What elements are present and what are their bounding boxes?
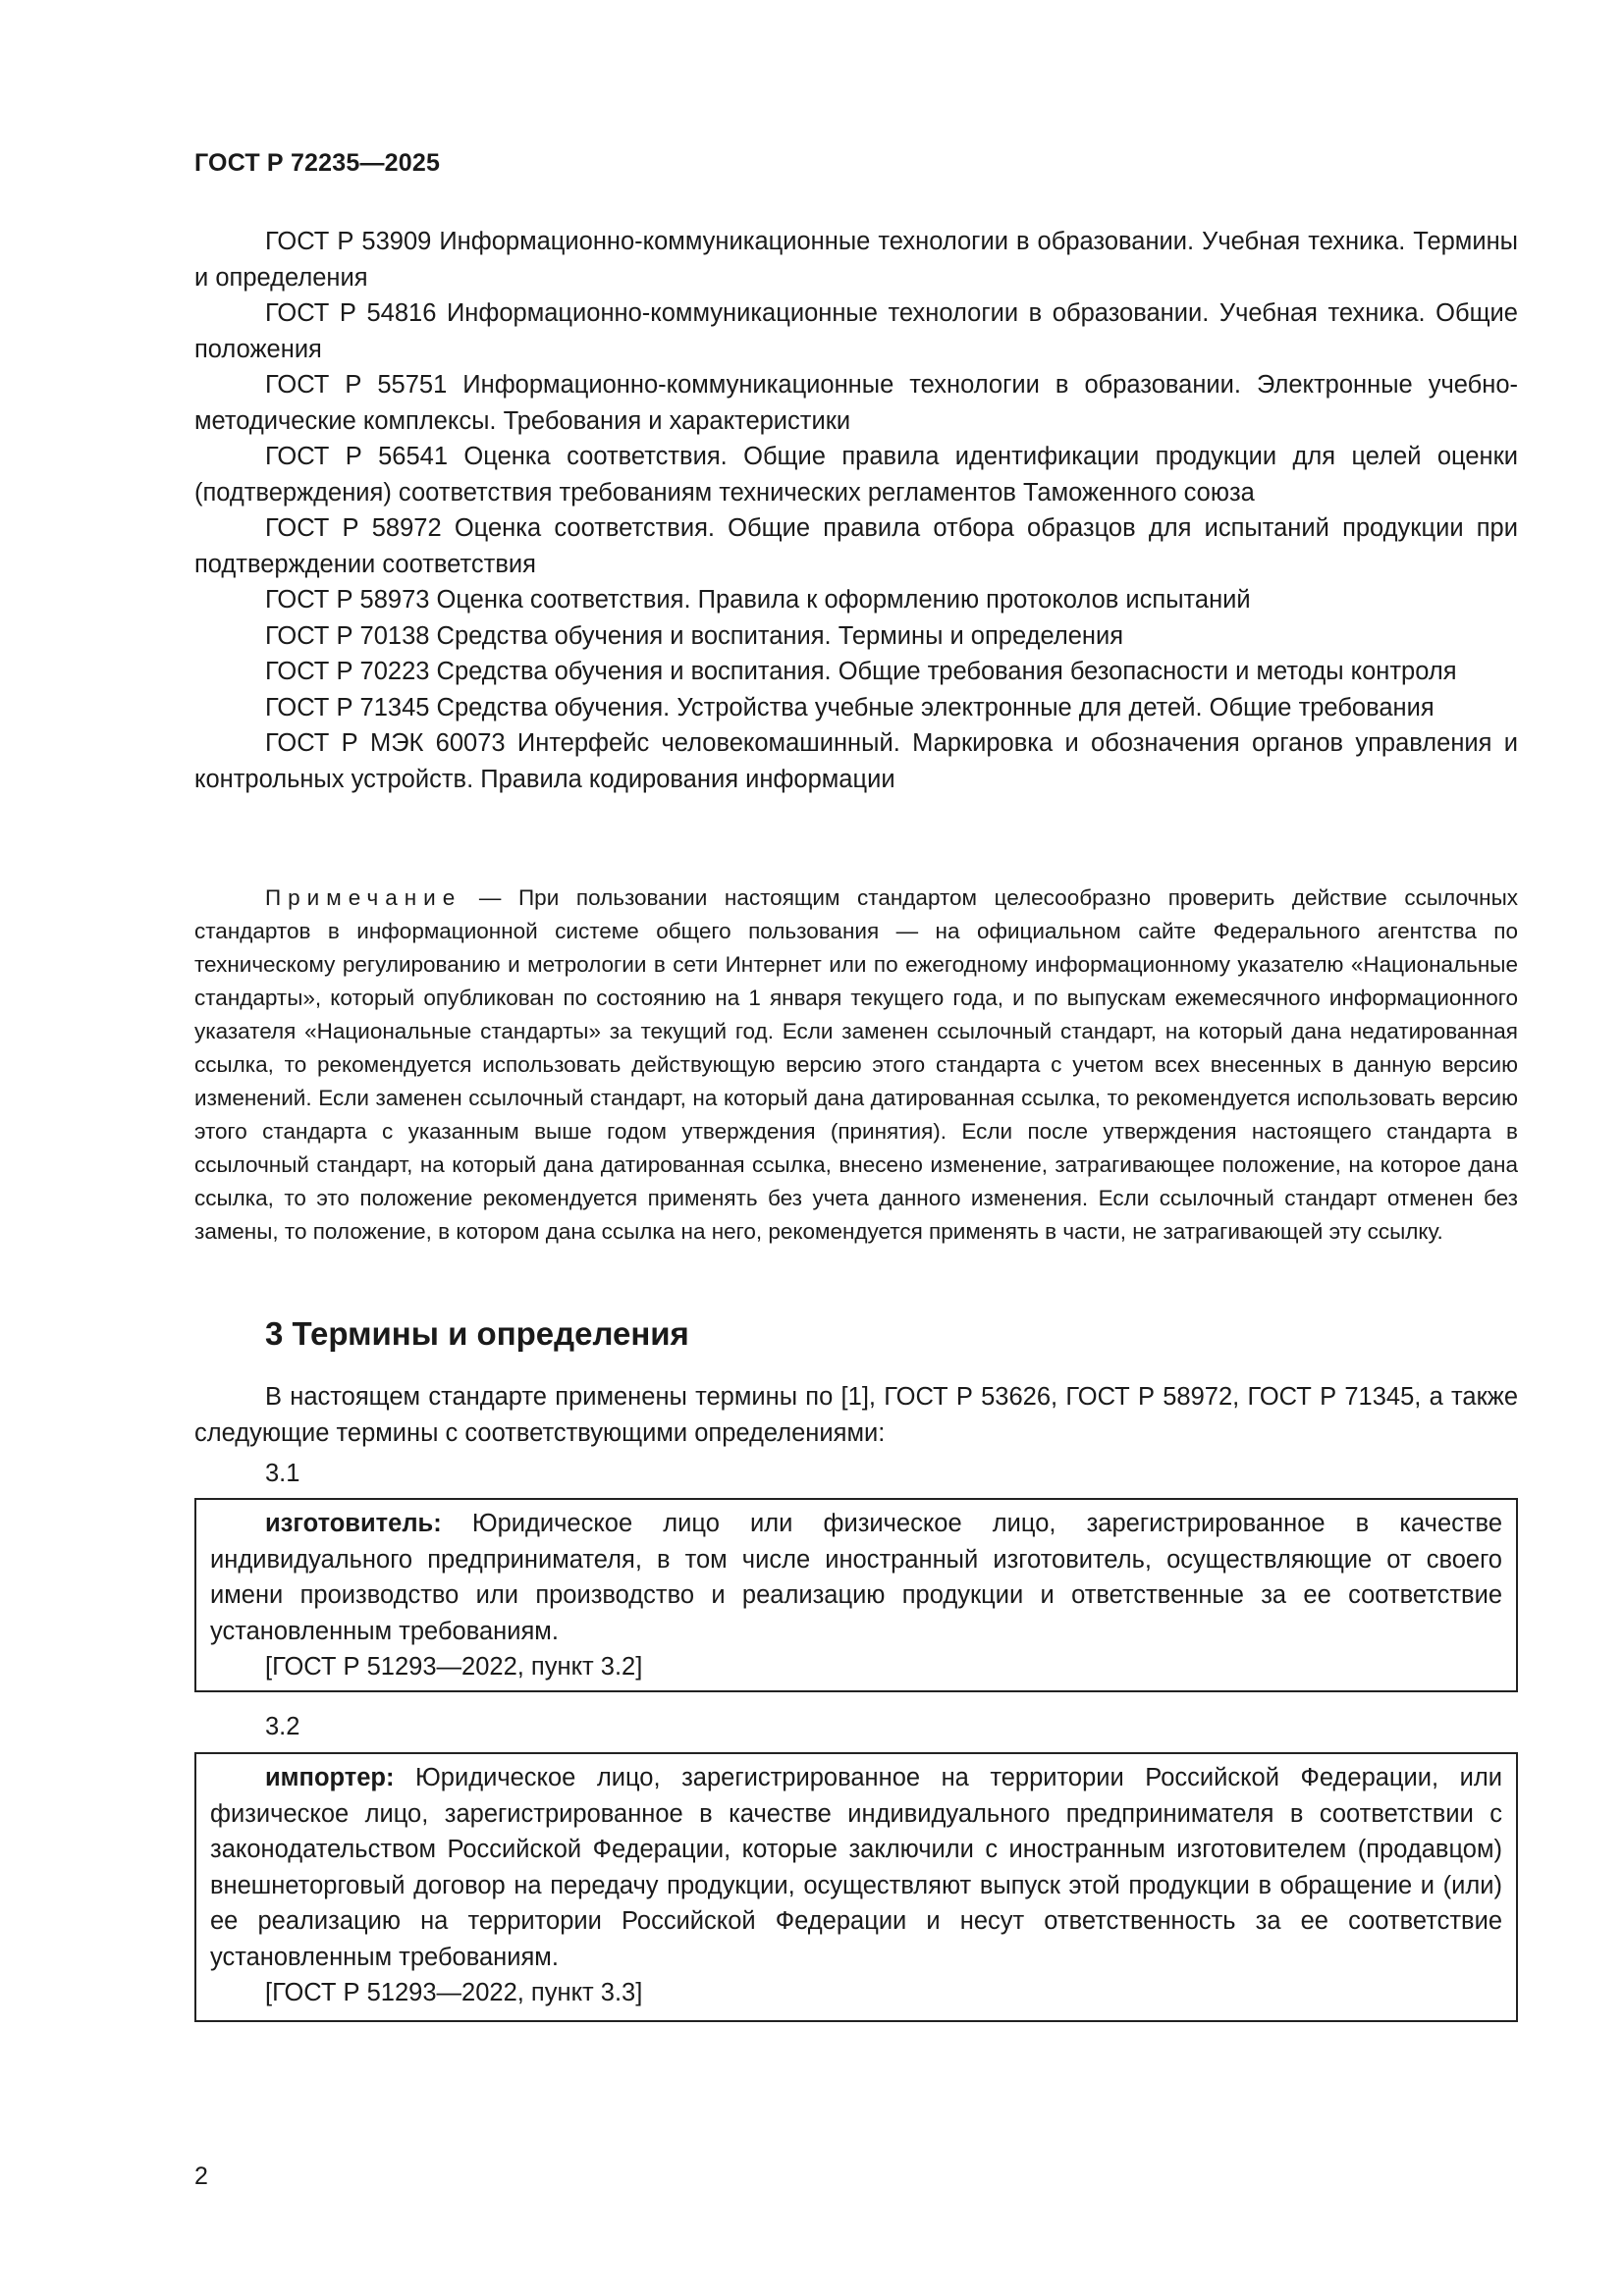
term-number: 3.1 (265, 1460, 300, 1487)
note-paragraph (194, 881, 1518, 1249)
term-number: 3.2 (265, 1713, 300, 1740)
document-header: ГОСТ Р 72235—2025 (194, 149, 441, 177)
term-source: [ГОСТ Р 51293—2022, пункт 3.2] (265, 1653, 643, 1681)
section-intro: В настоящем стандарте применены термины по [1], ГОСТ Р 53626, ГОСТ Р 58972, ГОСТ Р 71345, а также следующие термины с соответствующими определениями: (194, 1383, 1518, 1447)
reference-item: ГОСТ Р 58973 Оценка соответствия. Правила к оформлению протоколов испытаний (265, 586, 1251, 614)
term-definition-text: Юридическое лицо, зарегистрированное на территории Российской Федерации, или физическое лицо, зарегистрированное в качестве индивидуального предпринимателя в соответствии с законодательством Российской Федерации, которые заключили с иностранным изготовителем (продавцом) внешнеторговый договор на передачу продукции, осуществляют выпуск этой продукции в обращение и (или) ее реализацию на территории Российской Федерации и несут ответственность за ее соответствие установленным требованиям. (210, 1764, 1502, 1971)
normative-references-list (194, 224, 1518, 797)
reference-item: ГОСТ Р 70138 Средства обучения и воспитания. Термины и определения (265, 621, 1124, 650)
reference-item: ГОСТ Р 58972 Оценка соответствия. Общие правила отбора образцов для испытаний продукции при подтверждении соответствия (194, 514, 1518, 578)
note-text: — При пользовании настоящим стандартом целесообразно проверить действие ссылочных стандартов в информационной системе общего пользования — на официальном сайте Федерального агентства по техническому регулированию и метрологии в сети Интернет или по ежегодному информационному указателю «Национальные стандарты», который опубликован по состоянию на 1 января текущего года, и по выпускам ежемесячного информационного указателя «Национальные стандарты» за текущий год. Если заменен ссылочный стандарт, на который дана недатированная ссылка, то рекомендуется использовать действующую версию этого стандарта с учетом всех внесенных в данную версию изменений. Если заменен ссылочный стандарт, на который дана датированная ссылка, то рекомендуется использовать версию этого стандарта с указанным выше годом утверждения (принятия). Если после утверждения настоящего стандарта в ссылочный стандарт, на который дана датированная ссылка, внесено изменение, затрагивающее положение, на которое дана ссылка, то это положение рекомендуется применять без учета данного изменения. Если ссылочный стандарт отменен без замены, то положение, в котором дана ссылка на него, рекомендуется применять в части, не затрагивающей эту ссылку. (194, 885, 1518, 1244)
reference-item: ГОСТ Р 71345 Средства обучения. Устройства учебные электронные для детей. Общие требования (265, 693, 1435, 721)
reference-item: ГОСТ Р 70223 Средства обучения и воспитания. Общие требования безопасности и методы контроля (265, 658, 1457, 685)
term-definition-box (194, 1752, 1518, 2022)
term-name: изготовитель: (265, 1510, 442, 1537)
term-definition-box (194, 1498, 1518, 1692)
reference-item: ГОСТ Р 53909 Информационно-коммуникационные технологии в образовании. Учебная техника. Термины и определения (194, 228, 1518, 292)
reference-item: ГОСТ Р 56541 Оценка соответствия. Общие правила идентификации продукции для целей оценки (подтверждения) соответствия требованиям технических регламентов Таможенного союза (194, 443, 1518, 507)
section-heading: 3 Термины и определения (265, 1315, 689, 1352)
term-name: импортер: (265, 1764, 395, 1791)
reference-item: ГОСТ Р МЭК 60073 Интерфейс человекомашинный. Маркировка и обозначения органов управления и контрольных устройств. Правила кодирования информации (194, 729, 1518, 793)
reference-item: ГОСТ Р 54816 Информационно-коммуникационные технологии в образовании. Учебная техника. Общие положения (194, 299, 1518, 363)
page-number: 2 (194, 2163, 208, 2190)
term-definition (210, 1506, 1502, 1649)
term-source: [ГОСТ Р 51293—2022, пункт 3.3] (265, 1979, 643, 2006)
note-label: Примечание (265, 885, 462, 910)
term-definition (210, 1760, 1502, 1975)
reference-item: ГОСТ Р 55751 Информационно-коммуникационные технологии в образовании. Электронные учебно-методические комплексы. Требования и характеристики (194, 371, 1518, 435)
term-definition-text: Юридическое лицо или физическое лицо, зарегистрированное в качестве индивидуального предпринимателя, в том числе иностранный изготовитель, осуществляющие от своего имени производство или производство и реализацию продукции и ответственные за ее соответствие установленным требованиям. (210, 1510, 1502, 1645)
